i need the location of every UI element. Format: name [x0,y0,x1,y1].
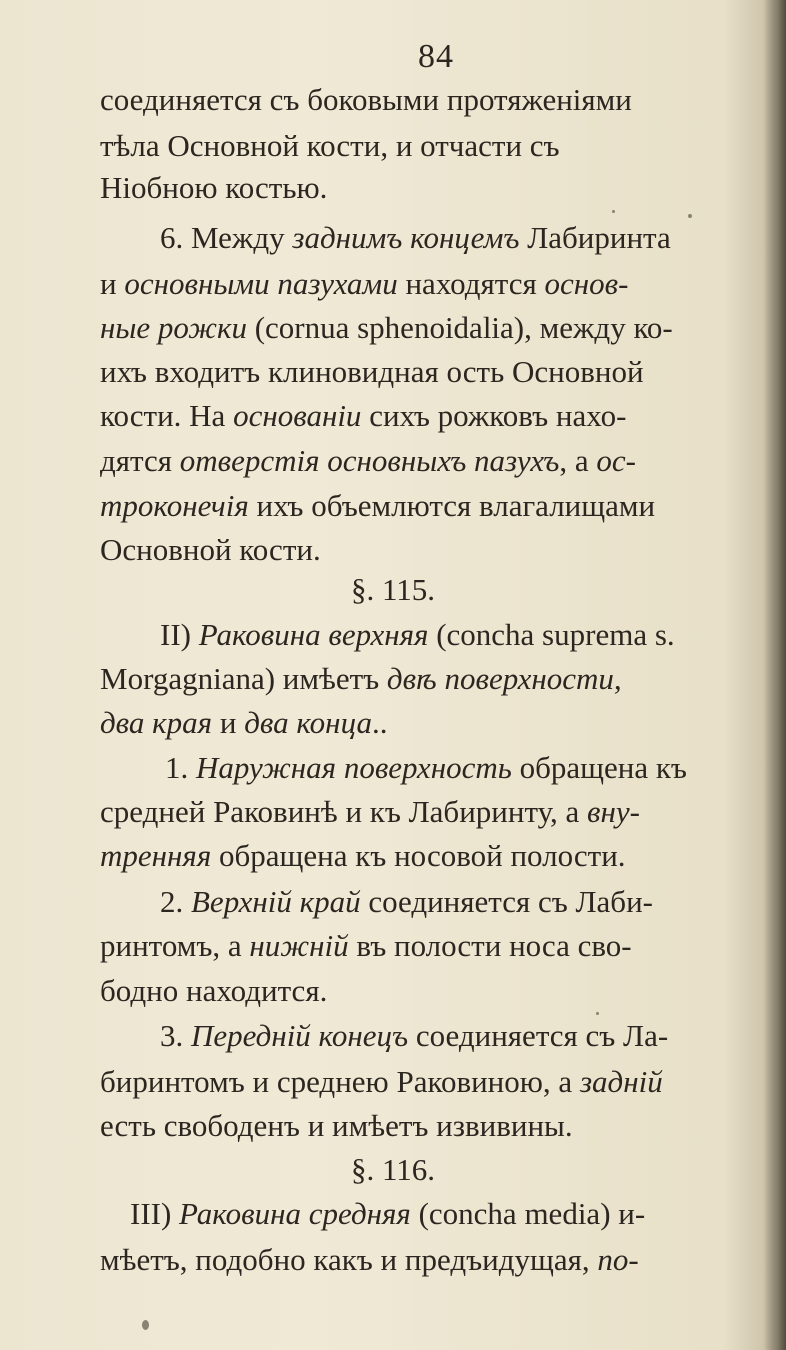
text-line [165,748,687,788]
text-run: бодно находится. [100,973,328,1008]
italic-term: отверстія основныхъ пазухъ [179,443,560,478]
text-line [100,264,628,304]
text-line [100,1062,663,1102]
paper-speck [142,1320,149,1330]
text-run: ринтомъ, а [100,928,250,963]
text-run: ихъ входитъ клиновидная ость Основной [100,354,644,389]
text-run: 6. Между [160,220,293,255]
text-line [100,659,622,699]
italic-term: основными пазухами [124,266,398,301]
text-run: (cornua sphenoidalia), между ко- [246,310,673,345]
text-run: соединяется съ Ла- [408,1018,669,1053]
italic-term: заднимъ концемъ [292,220,520,255]
text-run: обращена къ [511,750,687,785]
text-run: Основной кости. [100,532,321,567]
italic-term: Передній конецъ [191,1018,409,1053]
text-line [100,308,673,348]
text-run: III) [130,1196,180,1231]
text-run: соединяется съ боковыми протяженіями [100,82,632,117]
italic-term: задній [579,1064,663,1099]
italic-term: вну- [587,794,640,829]
text-run: есть свободенъ и имѣетъ извивины. [100,1108,573,1143]
text-run: обращена къ носовой полости. [211,838,626,873]
paper-speck [596,1012,599,1015]
italic-term: ные рожки [100,310,247,345]
italic-term: два конца [244,705,372,740]
paper-speck [612,210,615,213]
italic-term: по- [597,1242,639,1277]
text-line [160,882,653,922]
text-run: §. 116. [350,1152,436,1187]
text-run: сихъ рожковъ нахо- [361,398,627,433]
text-run: Ніобною костью. [100,170,328,205]
italic-term: основаніи [233,398,362,433]
text-line [100,396,626,436]
page-edge-shadow [764,0,786,1350]
text-run: Лабиринта [519,220,671,255]
text-run: находятся [397,266,545,301]
text-run: кости. На [100,398,234,433]
text-run: мѣетъ, подобно какъ и предъидущая, [100,1242,598,1277]
italic-term: два края [100,705,213,740]
text-run: II) [160,617,199,652]
text-run: и [100,266,125,301]
text-run: средней Раковинѣ и къ Лабиринту, а [100,794,588,829]
text-line [100,1106,573,1146]
italic-term: троконечія [100,488,249,523]
text-line [100,926,632,966]
text-run: и [212,705,245,740]
text-run: .. [371,705,388,740]
text-line [100,126,560,166]
text-run: соединяется съ Лаби- [360,884,653,919]
text-run: §. 115. [350,572,436,607]
text-run: Morgagniana) имѣетъ [100,661,387,696]
text-line [100,168,327,208]
italic-term: двѣ поверхности, [386,661,622,696]
text-run: 3. [160,1018,191,1053]
italic-term: тренняя [100,838,212,873]
text-line [100,971,327,1011]
text-line [160,1016,668,1056]
text-line [100,441,636,481]
text-run: (concha suprema s. [428,617,675,652]
italic-term: нижній [249,928,349,963]
text-run: , а [559,443,597,478]
text-line [100,1240,639,1280]
text-run: 1. [165,750,196,785]
italic-term: Наружная поверхность [196,750,512,785]
text-line [100,486,655,526]
text-run: въ полости носа сво- [348,928,632,963]
text-line [100,792,640,832]
text-line [160,615,675,655]
section-heading [0,570,786,610]
text-line [130,1194,645,1234]
text-line [100,80,632,120]
text-line [100,703,387,743]
text-run: дятся [100,443,180,478]
italic-term: Раковина средняя [179,1196,411,1231]
page-number: 84 [418,38,454,75]
text-line [100,530,321,570]
italic-term: Верхній край [191,884,361,919]
section-heading [0,1150,786,1190]
text-run: 2. [160,884,191,919]
text-line [100,352,644,392]
text-run: тѣла Основной кости, и отчасти съ [100,128,560,163]
text-run: биринтомъ и среднею Раковиною, а [100,1064,580,1099]
text-line [160,218,671,258]
italic-term: ос- [596,443,636,478]
text-run: ихъ объемлются влагалищами [248,488,656,523]
text-run: (concha media) и- [410,1196,646,1231]
italic-term: основ- [544,266,629,301]
italic-term: Раковина верхняя [198,617,429,652]
paper-speck [688,214,692,218]
text-line [100,836,626,876]
